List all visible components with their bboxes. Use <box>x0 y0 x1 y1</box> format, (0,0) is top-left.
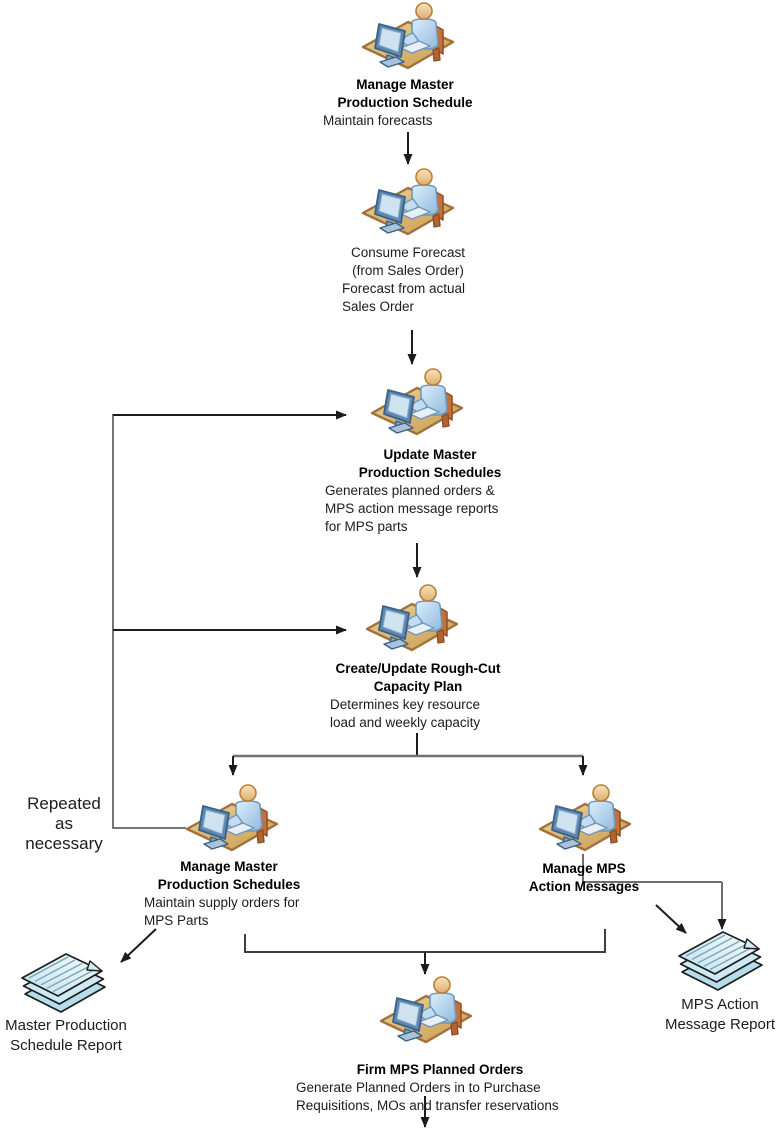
report-label-line: Master Production <box>5 1017 127 1034</box>
node-label-firm-orders <box>296 1061 584 1115</box>
node-desc-line: Maintain supply orders for <box>144 895 300 910</box>
node-title-line: (from Sales Order) <box>352 263 464 278</box>
node-title-line: Production Schedule <box>337 95 473 110</box>
node-title-line: Manage Master <box>180 859 278 874</box>
merge-elbow <box>245 929 605 952</box>
annotation-repeated-as-necessary <box>12 794 116 854</box>
node-title-line: Firm MPS Planned Orders <box>356 1062 524 1077</box>
node-desc-line: Sales Order <box>342 299 415 314</box>
worker-at-computer-icon <box>378 974 474 1046</box>
arrow-manage-supply-to-report <box>121 929 156 962</box>
node-desc-line: Maintain forecasts <box>323 113 433 128</box>
node-title-line: Capacity Plan <box>373 679 463 694</box>
node-label-update-mps <box>325 446 535 536</box>
node-desc-line: Generate Planned Orders in to Purchase <box>296 1080 541 1095</box>
document-stack-icon <box>675 922 763 994</box>
annotation-line: as <box>55 814 73 833</box>
worker-at-computer-icon <box>537 782 633 854</box>
node-desc-line: Forecast from actual <box>342 281 466 296</box>
node-label-roughcut <box>330 660 506 732</box>
node-desc-line: Requisitions, MOs and transfer reservations <box>296 1098 559 1113</box>
node-desc-line: Generates planned orders & <box>325 483 495 498</box>
node-title-line: Manage Master <box>356 77 454 92</box>
node-label-consume-forecast <box>342 244 474 316</box>
node-title-line: Production Schedules <box>157 877 301 892</box>
node-desc-line: Determines key resource <box>330 697 481 712</box>
worker-at-computer-icon <box>364 582 460 654</box>
annotation-line: Repeated <box>27 794 101 813</box>
node-desc-line: for MPS parts <box>325 519 408 534</box>
node-title-line: Update Master <box>383 447 477 462</box>
report-label-line: Message Report <box>664 1016 776 1033</box>
worker-at-computer-icon <box>360 166 456 238</box>
worker-at-computer-icon <box>184 782 280 854</box>
report-label-master-schedule <box>0 1016 134 1056</box>
node-title-line: Action Messages <box>528 879 640 894</box>
loop-repeat-line <box>113 414 186 828</box>
annotation-line: necessary <box>25 834 103 853</box>
node-title-line: Consume Forecast <box>350 245 466 260</box>
node-label-action-messages <box>514 860 654 896</box>
node-title-line: Create/Update Rough-Cut <box>335 661 501 676</box>
node-title-line: Manage MPS <box>542 861 626 876</box>
worker-at-computer-icon <box>360 0 456 72</box>
node-label-manage-forecast <box>323 76 487 130</box>
document-stack-icon <box>18 944 106 1016</box>
report-label-action-message <box>648 995 780 1035</box>
node-desc-line: load and weekly capacity <box>330 715 481 730</box>
report-label-line: Schedule Report <box>10 1037 122 1054</box>
report-label-line: MPS Action <box>681 996 759 1013</box>
node-desc-line: MPS Parts <box>144 913 209 928</box>
node-label-manage-supply <box>144 858 314 930</box>
node-desc-line: MPS action message reports <box>325 501 499 516</box>
worker-at-computer-icon <box>369 366 465 438</box>
node-title-line: Production Schedules <box>358 465 502 480</box>
